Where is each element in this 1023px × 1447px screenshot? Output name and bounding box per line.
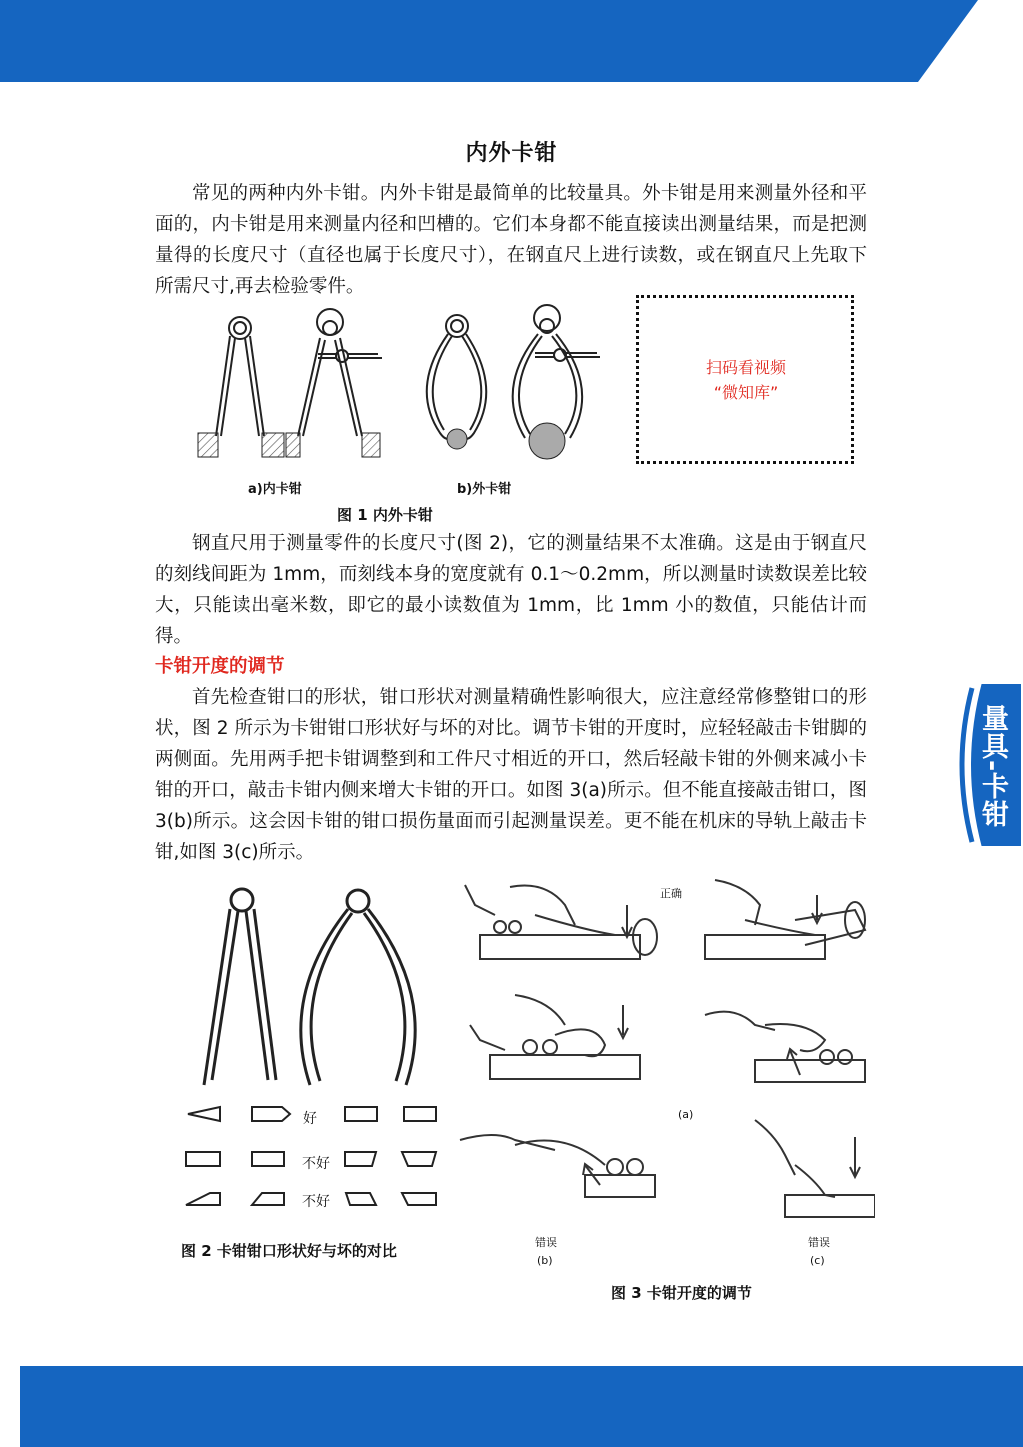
figure1-label-a: a)内卡钳 xyxy=(248,482,302,497)
figure1-calipers-drawing xyxy=(190,298,610,468)
intro-paragraph: 常见的两种内外卡钳。内外卡钳是最简单的比较量具。外卡钳是用来测量外径和平面的，内卡钳是用来测量内径和凹槽的。它们本身都不能直接读出测量结果，而是把测量得的长度尺寸（直径也属于长度尺寸），在钢直尺上进行读数，或在钢直尺上先取下所需尺寸,再去检验零件。 xyxy=(155,183,867,297)
workpiece-hatch-1 xyxy=(198,433,218,457)
figure1-label-b: b)外卡钳 xyxy=(457,482,512,497)
jaw-label-bad-2: 不好 xyxy=(302,1194,330,1210)
figure3-wrong-c: 错误 xyxy=(808,1236,830,1249)
figure3-label-a: (a) xyxy=(678,1108,694,1121)
panel-c xyxy=(755,1120,875,1217)
panel-a4 xyxy=(705,1012,865,1082)
qr-line-2: “微知库” xyxy=(713,383,779,402)
figure3-caption: 图 3 卡钳开度的调节 xyxy=(611,1284,752,1302)
ruler-paragraph: 钢直尺用于测量零件的长度尺寸(图 2)，它的测量结果不太准确。这是由于钢直尺的刻线间距为 1mm，而刻线本身的宽度就有 0.1～0.2mm，所以测量时读数误差比较大，只能读出毫米数，即它的最小读数值为 1mm，比 1mm 小的数值，只能估计而得。 xyxy=(155,533,867,647)
inner-caliper-left xyxy=(216,317,264,436)
qr-line-1: 扫码看视频 xyxy=(705,358,786,377)
side-tab-label: 量具-卡钳 xyxy=(977,703,1008,829)
outer-caliper-left xyxy=(427,315,486,439)
workpiece-hatch-2 xyxy=(262,433,284,457)
header-band xyxy=(0,0,1023,82)
figure2-caption: 图 2 卡钳钳口形状好与坏的对比 xyxy=(181,1242,397,1260)
footer-band xyxy=(0,1366,1023,1447)
panel-a1 xyxy=(465,885,657,959)
workpiece-ball-large xyxy=(529,423,565,459)
figure2-outer-caliper xyxy=(301,890,415,1085)
figure1-caption: 图 1 内外卡钳 xyxy=(337,506,433,524)
panel-a3 xyxy=(470,995,640,1079)
panel-a2 xyxy=(705,880,865,959)
workpiece-ball-small xyxy=(447,429,467,449)
figure2-inner-caliper xyxy=(204,889,276,1085)
jaw-label-bad-1: 不好 xyxy=(302,1156,330,1172)
figure3-label-c: (c) xyxy=(810,1254,825,1267)
jaw-label-good: 好 xyxy=(303,1111,317,1127)
page-title: 内外卡钳 xyxy=(465,141,558,166)
figure3-adjustment-drawing xyxy=(455,875,875,1275)
figure3-label-b: (b) xyxy=(537,1254,553,1267)
adjustment-paragraph: 首先检查钳口的形状，钳口形状对测量精确性影响很大，应注意经常修整钳口的形状，图 2 所示为卡钳钳口形状好与坏的对比。调节卡钳的开度时，应轻轻敲击卡钳脚的两侧面。先用两手把卡钳调整到和工件尺寸相近的开口，然后轻敲卡钳的外侧来减小卡钳的开口，敲击卡钳内侧来增大卡钳的开口。如图 3(a)所示。但不能直接敲击钳口，图 3(b)所示。这会因卡钳的钳口损伤量面而引起测量误差。更不能在机床的导轨上敲击卡钳,如图 3(c)所示。 xyxy=(155,687,867,863)
outer-caliper-spring xyxy=(513,305,600,438)
figure3-correct-label: 正确 xyxy=(660,887,682,900)
section-heading: 卡钳开度的调节 xyxy=(155,656,285,677)
qr-code-text xyxy=(636,355,856,405)
inner-caliper-spring xyxy=(298,309,382,436)
figure3-wrong-b: 错误 xyxy=(535,1236,557,1249)
panel-b xyxy=(460,1135,655,1197)
